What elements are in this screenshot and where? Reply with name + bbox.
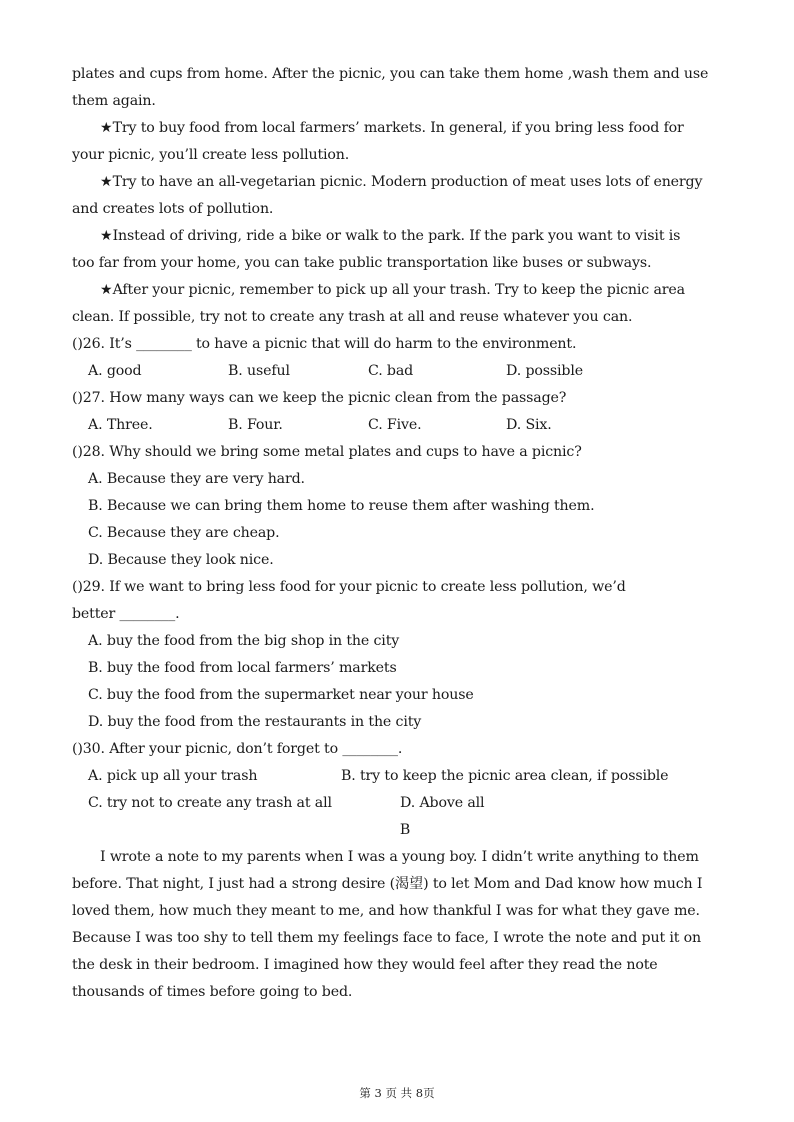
passage-line: clean. If possible, try not to create any trash at all and reuse whatever you can. — [72, 309, 633, 325]
option-d: D. possible — [506, 363, 583, 379]
passage-line: your picnic, you’ll create less pollution. — [72, 147, 350, 163]
question-26-stem: ()26. It’s ________ to have a picnic that will do harm to the environment. — [72, 336, 577, 352]
passage-line: them again. — [72, 93, 156, 109]
option-b: B. try to keep the picnic area clean, if possible — [341, 768, 669, 784]
option-b: B. buy the food from local farmers’ markets — [88, 660, 397, 676]
option-c: C. Five. — [368, 417, 422, 433]
option-a: A. Three. — [88, 417, 153, 433]
passage-tip: ★Try to buy food from local farmers’ markets. In general, if you bring less food for — [100, 120, 684, 136]
option-d: D. buy the food from the restaurants in the city — [88, 714, 422, 730]
question-29-stem: ()29. If we want to bring less food for your picnic to create less pollution, we’d — [72, 579, 626, 595]
option-d: D. Above all — [400, 795, 485, 811]
option-c: C. buy the food from the supermarket near your house — [88, 687, 474, 703]
passage-line: and creates lots of pollution. — [72, 201, 274, 217]
option-a: A. Because they are very hard. — [88, 471, 305, 487]
page-number-footer: 第 3 页 共 8页 — [359, 1086, 435, 1100]
passage-tip: ★After your picnic, remember to pick up all your trash. Try to keep the picnic area — [100, 282, 685, 298]
option-d: D. Because they look nice. — [88, 552, 274, 568]
question-29-stem-cont: better ________. — [72, 606, 180, 622]
option-b: B. Four. — [228, 417, 283, 433]
passage-tip: ★Try to have an all-vegetarian picnic. Modern production of meat uses lots of energy — [100, 174, 703, 190]
passage-tip: ★Instead of driving, ride a bike or walk to the park. If the park you want to visit is — [100, 228, 681, 244]
passage-line: plates and cups from home. After the picnic, you can take them home ,wash them and use — [72, 66, 709, 82]
question-30-options-row1 — [72, 763, 732, 790]
question-30-stem: ()30. After your picnic, don’t forget to ________. — [72, 741, 403, 757]
question-30-options-row2 — [72, 790, 732, 817]
passage-b-line: loved them, how much they meant to me, and how thankful I was for what they gave me. — [72, 903, 700, 919]
option-d: D. Six. — [506, 417, 552, 433]
passage-b-line: the desk in their bedroom. I imagined how they would feel after they read the note — [72, 957, 658, 973]
option-a: A. buy the food from the big shop in the city — [88, 633, 400, 649]
passage-b-line: thousands of times before going to bed. — [72, 984, 353, 1000]
worksheet-page — [72, 61, 732, 1006]
section-b-heading: B — [399, 822, 411, 838]
question-27-stem: ()27. How many ways can we keep the picnic clean from the passage? — [72, 390, 567, 406]
option-b: B. useful — [228, 363, 290, 379]
option-c: C. Because they are cheap. — [88, 525, 280, 541]
option-c: C. bad — [368, 363, 414, 379]
passage-b-line: before. That night, I just had a strong desire (渴望) to let Mom and Dad know how much I — [72, 876, 703, 892]
passage-b-line: Because I was too shy to tell them my feelings face to face, I wrote the note and put it on — [72, 930, 702, 946]
passage-b-line: I wrote a note to my parents when I was a young boy. I didn’t write anything to them — [100, 849, 699, 865]
option-a: A. good — [88, 363, 142, 379]
option-a: A. pick up all your trash — [88, 768, 258, 784]
question-26-options — [72, 358, 732, 385]
passage-line: too far from your home, you can take public transportation like buses or subways. — [72, 255, 652, 271]
question-27-options — [72, 412, 732, 439]
option-b: B. Because we can bring them home to reuse them after washing them. — [88, 498, 595, 514]
option-c: C. try not to create any trash at all — [88, 795, 332, 811]
question-28-stem: ()28. Why should we bring some metal plates and cups to have a picnic? — [72, 444, 582, 460]
